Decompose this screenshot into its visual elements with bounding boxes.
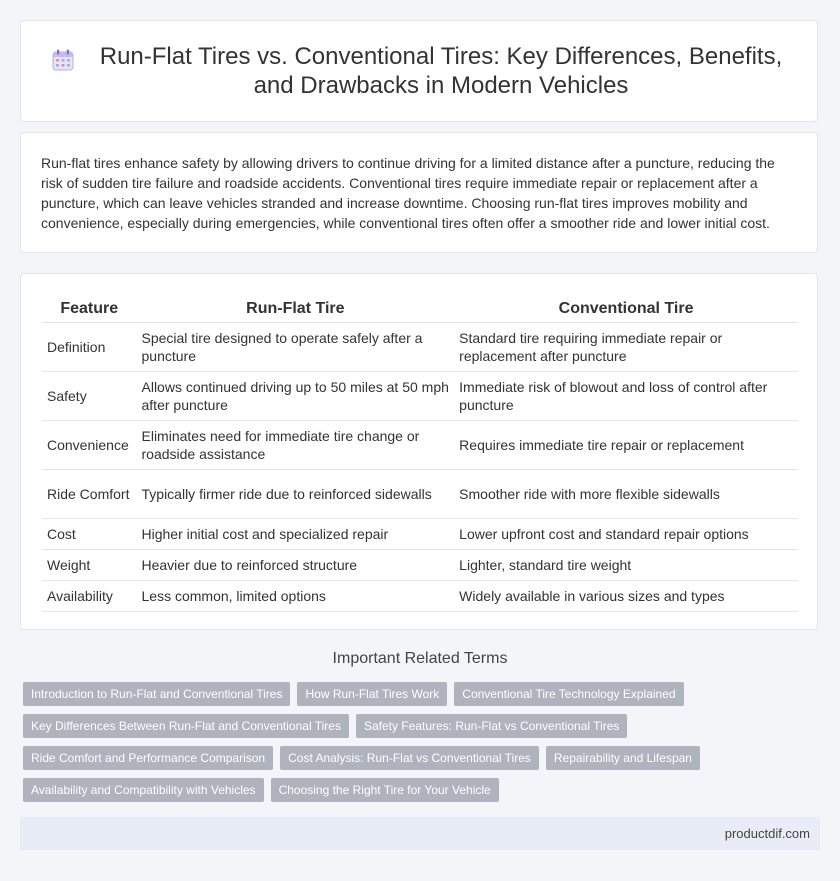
table-row: [42, 470, 798, 519]
row-feature: Weight: [42, 550, 137, 581]
related-terms-list: [23, 682, 803, 810]
table-row: [42, 581, 798, 612]
row-feature: Cost: [42, 519, 137, 550]
row-conventional: Standard tire requiring immediate repair or replacement after puncture: [454, 323, 798, 372]
row-conventional: Lighter, standard tire weight: [454, 550, 798, 581]
comparison-card: [20, 273, 818, 630]
table-row: [42, 421, 798, 470]
related-term-tag[interactable]: Key Differences Between Run-Flat and Conventional Tires: [23, 714, 349, 738]
row-run-flat: Typically firmer ride due to reinforced sidewalls: [137, 470, 455, 519]
related-term-tag[interactable]: Repairability and Lifespan: [546, 746, 700, 770]
row-run-flat: Special tire designed to operate safely after a puncture: [137, 323, 455, 372]
comparison-table: [42, 294, 798, 612]
row-run-flat: Less common, limited options: [137, 581, 455, 612]
row-feature: Safety: [42, 372, 137, 421]
related-term-tag[interactable]: Cost Analysis: Run-Flat vs Conventional Tires: [280, 746, 539, 770]
table-row: [42, 550, 798, 581]
calendar-icon: [51, 48, 75, 72]
intro-card: [20, 132, 818, 253]
header-conventional: Conventional Tire: [454, 294, 798, 323]
row-feature: Convenience: [42, 421, 137, 470]
row-feature: Definition: [42, 323, 137, 372]
row-conventional: Immediate risk of blowout and loss of control after puncture: [454, 372, 798, 421]
row-feature: Availability: [42, 581, 137, 612]
related-term-tag[interactable]: Choosing the Right Tire for Your Vehicle: [271, 778, 499, 802]
related-term-tag[interactable]: Safety Features: Run-Flat vs Conventional Tires: [356, 714, 627, 738]
table-header-row: [42, 294, 798, 323]
row-conventional: Smoother ride with more flexible sidewalls: [454, 470, 798, 519]
title-card: [20, 20, 818, 122]
row-run-flat: Higher initial cost and specialized repair: [137, 519, 455, 550]
page-title: Run-Flat Tires vs. Conventional Tires: Key Differences, Benefits, and Drawbacks in Modern Vehicles: [99, 43, 783, 99]
row-conventional: Widely available in various sizes and types: [454, 581, 798, 612]
related-term-tag[interactable]: Availability and Compatibility with Vehicles: [23, 778, 264, 802]
row-conventional: Lower upfront cost and standard repair options: [454, 519, 798, 550]
related-term-tag[interactable]: How Run-Flat Tires Work: [297, 682, 447, 706]
site-name[interactable]: productdif.com: [724, 826, 810, 841]
row-run-flat: Allows continued driving up to 50 miles at 50 mph after puncture: [137, 372, 455, 421]
row-run-flat: Heavier due to reinforced structure: [137, 550, 455, 581]
table-row: [42, 519, 798, 550]
related-term-tag[interactable]: Conventional Tire Technology Explained: [454, 682, 683, 706]
row-conventional: Requires immediate tire repair or replacement: [454, 421, 798, 470]
header-run-flat: Run-Flat Tire: [137, 294, 455, 323]
row-feature: Ride Comfort: [42, 470, 137, 519]
related-term-tag[interactable]: Introduction to Run-Flat and Conventional Tires: [23, 682, 290, 706]
header-feature: Feature: [42, 294, 137, 323]
table-row: [42, 323, 798, 372]
intro-paragraph: Run-flat tires enhance safety by allowing drivers to continue driving for a limited distance after a puncture, reducing the risk of sudden tire failure and roadside accidents. Conventional tires require immediate repair or replacement after a puncture, which can leave vehicles stranded and increase downtime. Choosing run-flat tires improves mobility and convenience, especially during emergencies, while conventional tires often offer a smoother ride and lower initial cost.: [41, 155, 775, 231]
related-terms-title: Important Related Terms: [332, 650, 508, 667]
table-row: [42, 372, 798, 421]
related-term-tag[interactable]: Ride Comfort and Performance Comparison: [23, 746, 273, 770]
row-run-flat: Eliminates need for immediate tire change or roadside assistance: [137, 421, 455, 470]
footer: [20, 817, 820, 850]
